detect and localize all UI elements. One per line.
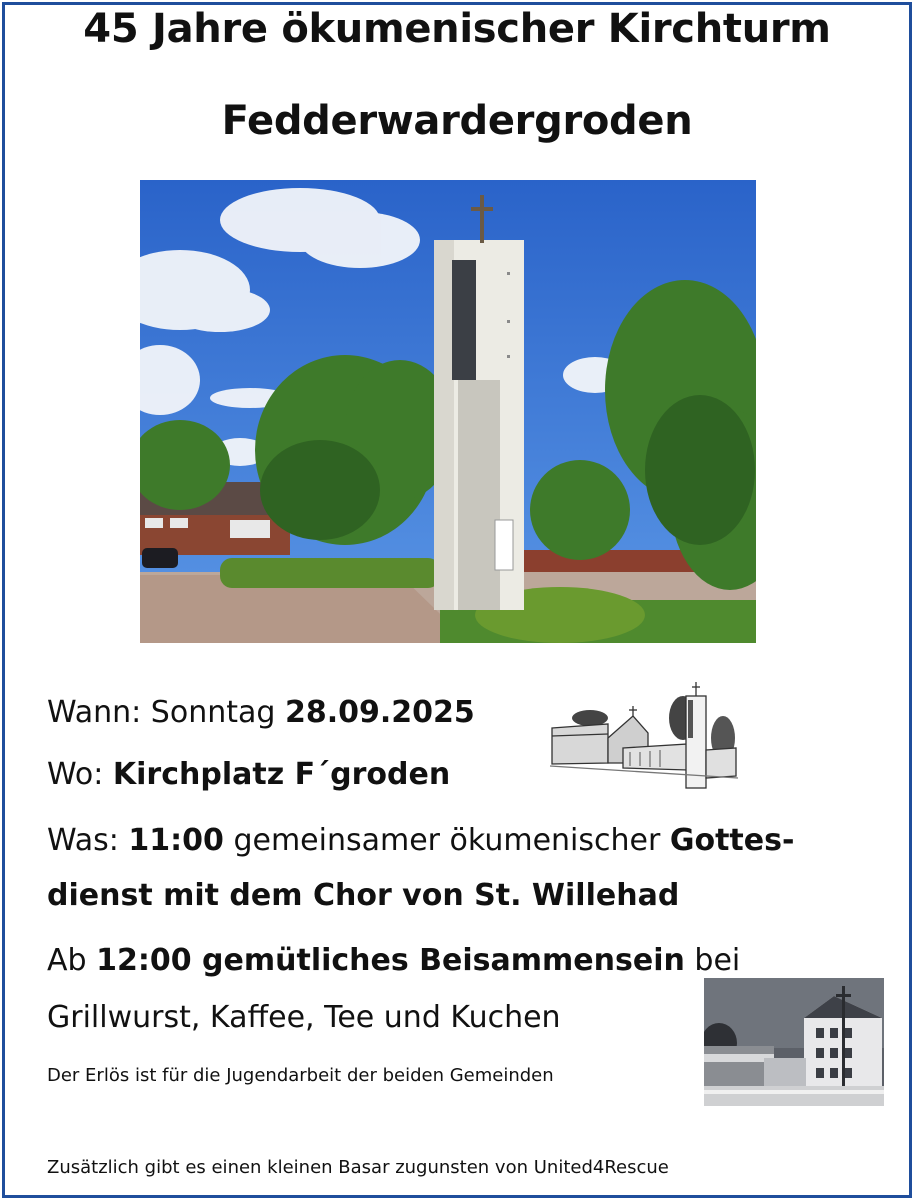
event-program-bold-end: Gottes- bbox=[669, 823, 795, 858]
event-program-line-1 bbox=[47, 823, 794, 858]
poster-title-line-1: 45 Jahre ökumenischer Kirchturm bbox=[83, 6, 831, 52]
event-date-value: 28.09.2025 bbox=[284, 695, 475, 730]
church-bw-photo bbox=[704, 978, 884, 1106]
event-gathering-suffix: bei bbox=[684, 943, 741, 978]
event-gathering-prefix: Ab bbox=[47, 943, 97, 978]
church-sketch-illustration bbox=[548, 678, 740, 794]
event-gathering-line-2: Grillwurst, Kaffee, Tee und Kuchen bbox=[47, 1000, 561, 1035]
poster-title-line-2: Fedderwardergroden bbox=[221, 98, 693, 144]
event-program-line-2 bbox=[47, 878, 679, 913]
proceeds-note: Der Erlös ist für die Jugendarbeit der beiden Gemeinden bbox=[47, 1065, 554, 1086]
event-place-label: Wo: bbox=[47, 757, 113, 792]
event-place-line bbox=[47, 757, 450, 792]
event-date-label: Wann: Sonntag bbox=[47, 695, 285, 730]
event-program-text: gemeinsamer ökumenischer bbox=[223, 823, 670, 858]
event-place-value: Kirchplatz F´groden bbox=[112, 757, 451, 792]
church-tower-photo bbox=[140, 180, 756, 643]
event-program-time: 11:00 bbox=[128, 823, 224, 858]
event-gathering-bold: 12:00 gemütliches Beisammensein bbox=[96, 943, 685, 978]
event-program-label: Was: bbox=[47, 823, 129, 858]
event-gathering-line-1 bbox=[47, 943, 740, 978]
event-program-continuation: dienst mit dem Chor von St. Willehad bbox=[47, 878, 680, 913]
event-date-line bbox=[47, 695, 475, 730]
bazaar-note: Zusätzlich gibt es einen kleinen Basar zugunsten von United4Rescue bbox=[47, 1157, 669, 1178]
